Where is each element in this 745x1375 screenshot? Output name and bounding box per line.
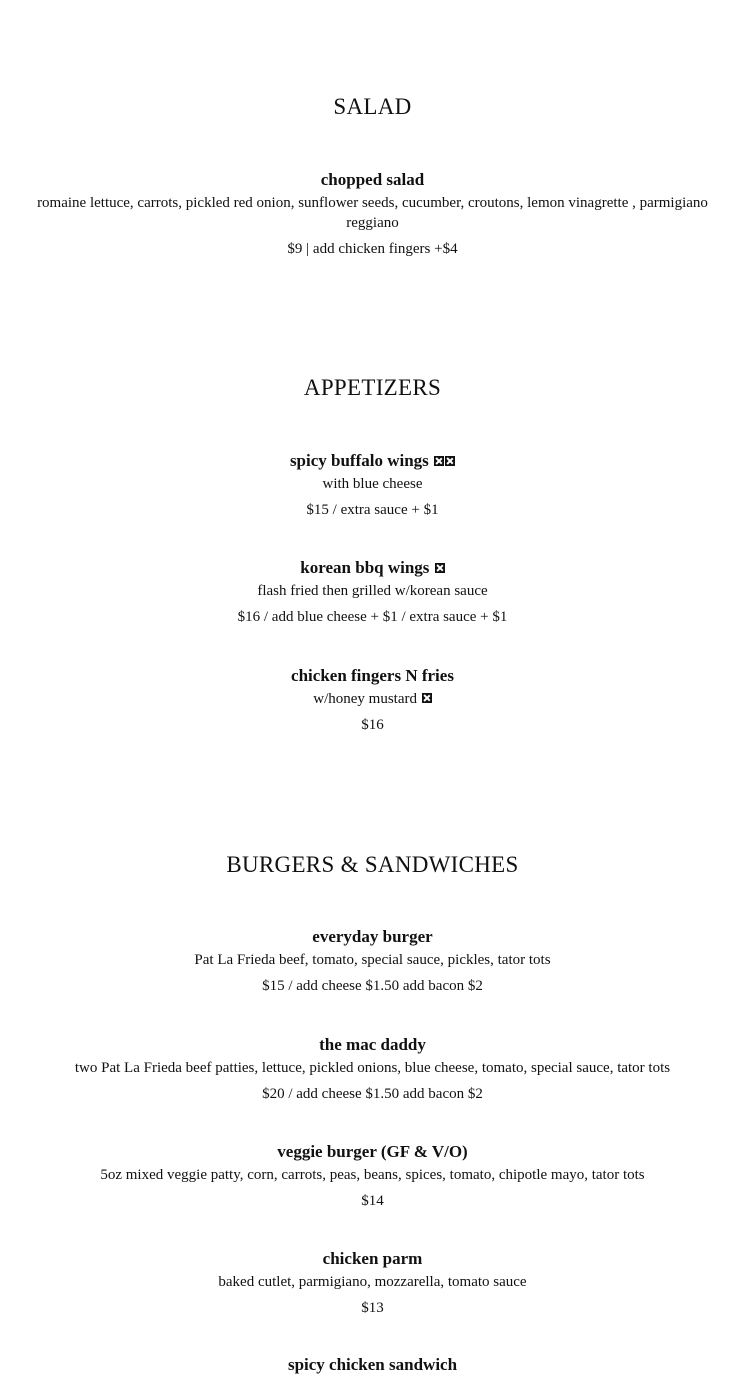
item-description: with blue cheese [322,476,423,492]
item-name: chicken parm [322,1249,423,1268]
item-description: 5oz mixed veggie patty, corn, carrots, peas, beans, spices, tomato, chipotle mayo, tator tots [100,1167,645,1183]
section-title-appetizers: APPETIZERS [303,375,442,400]
spicy-pepper-icon [435,563,445,573]
item-price: $20 / add cheese $1.50 add bacon $2 [262,1086,483,1102]
spicy-pepper-icon [434,456,444,466]
section-title-burgers-sandwiches: BURGERS & SANDWICHES [226,852,519,877]
menu-item-veggie-burger [20,1142,725,1211]
item-name: spicy chicken sandwich [287,1355,458,1374]
spicy-pepper-icon [422,693,432,703]
item-description: Pat La Frieda beef, tomato, special sauce, pickles, tator tots [194,952,551,968]
item-name: chicken fingers N fries [291,666,454,685]
item-name: spicy buffalo wings [289,451,429,470]
item-price: $16 [361,717,384,733]
item-description: two Pat La Frieda beef patties, lettuce, pickled onions, blue cheese, tomato, special sauce, tator tots [74,1060,671,1076]
menu-item-chicken-fingers [20,666,725,735]
menu-item-chopped-salad [20,170,725,259]
menu-item-spicy-chicken-sandwich [20,1355,725,1375]
spicy-pepper-icon [445,456,455,466]
item-name: everyday burger [312,927,433,946]
item-description: baked cutlet, parmigiano, mozzarella, tomato sauce [218,1274,527,1290]
menu-item-spicy-buffalo-wings [20,451,725,520]
item-price: $14 [361,1193,384,1209]
menu-item-mac-daddy [20,1035,725,1104]
item-price: $15 / add cheese $1.50 add bacon $2 [262,978,483,994]
item-description: flash fried then grilled w/korean sauce [257,583,488,599]
item-price: $15 / extra sauce + $1 [306,502,439,518]
menu-item-korean-bbq-wings [20,558,725,627]
menu-item-everyday-burger [20,927,725,996]
item-name: the mac daddy [319,1035,426,1054]
item-description: romaine lettuce, carrots, pickled red onion, sunflower seeds, cucumber, croutons, lemon vinagrette , parmigiano reggiano [37,195,708,231]
item-name: veggie burger (GF & V/O) [277,1142,468,1161]
item-name: korean bbq wings [300,558,430,577]
item-name: chopped salad [320,170,425,189]
item-price: $9 | add chicken fingers +$4 [287,241,458,257]
item-price: $13 [361,1300,384,1316]
menu-item-chicken-parm [20,1249,725,1318]
section-title-salad: SALAD [333,94,412,119]
item-price: $16 / add blue cheese + $1 / extra sauce + $1 [237,609,508,625]
item-description: w/honey mustard [313,691,417,707]
